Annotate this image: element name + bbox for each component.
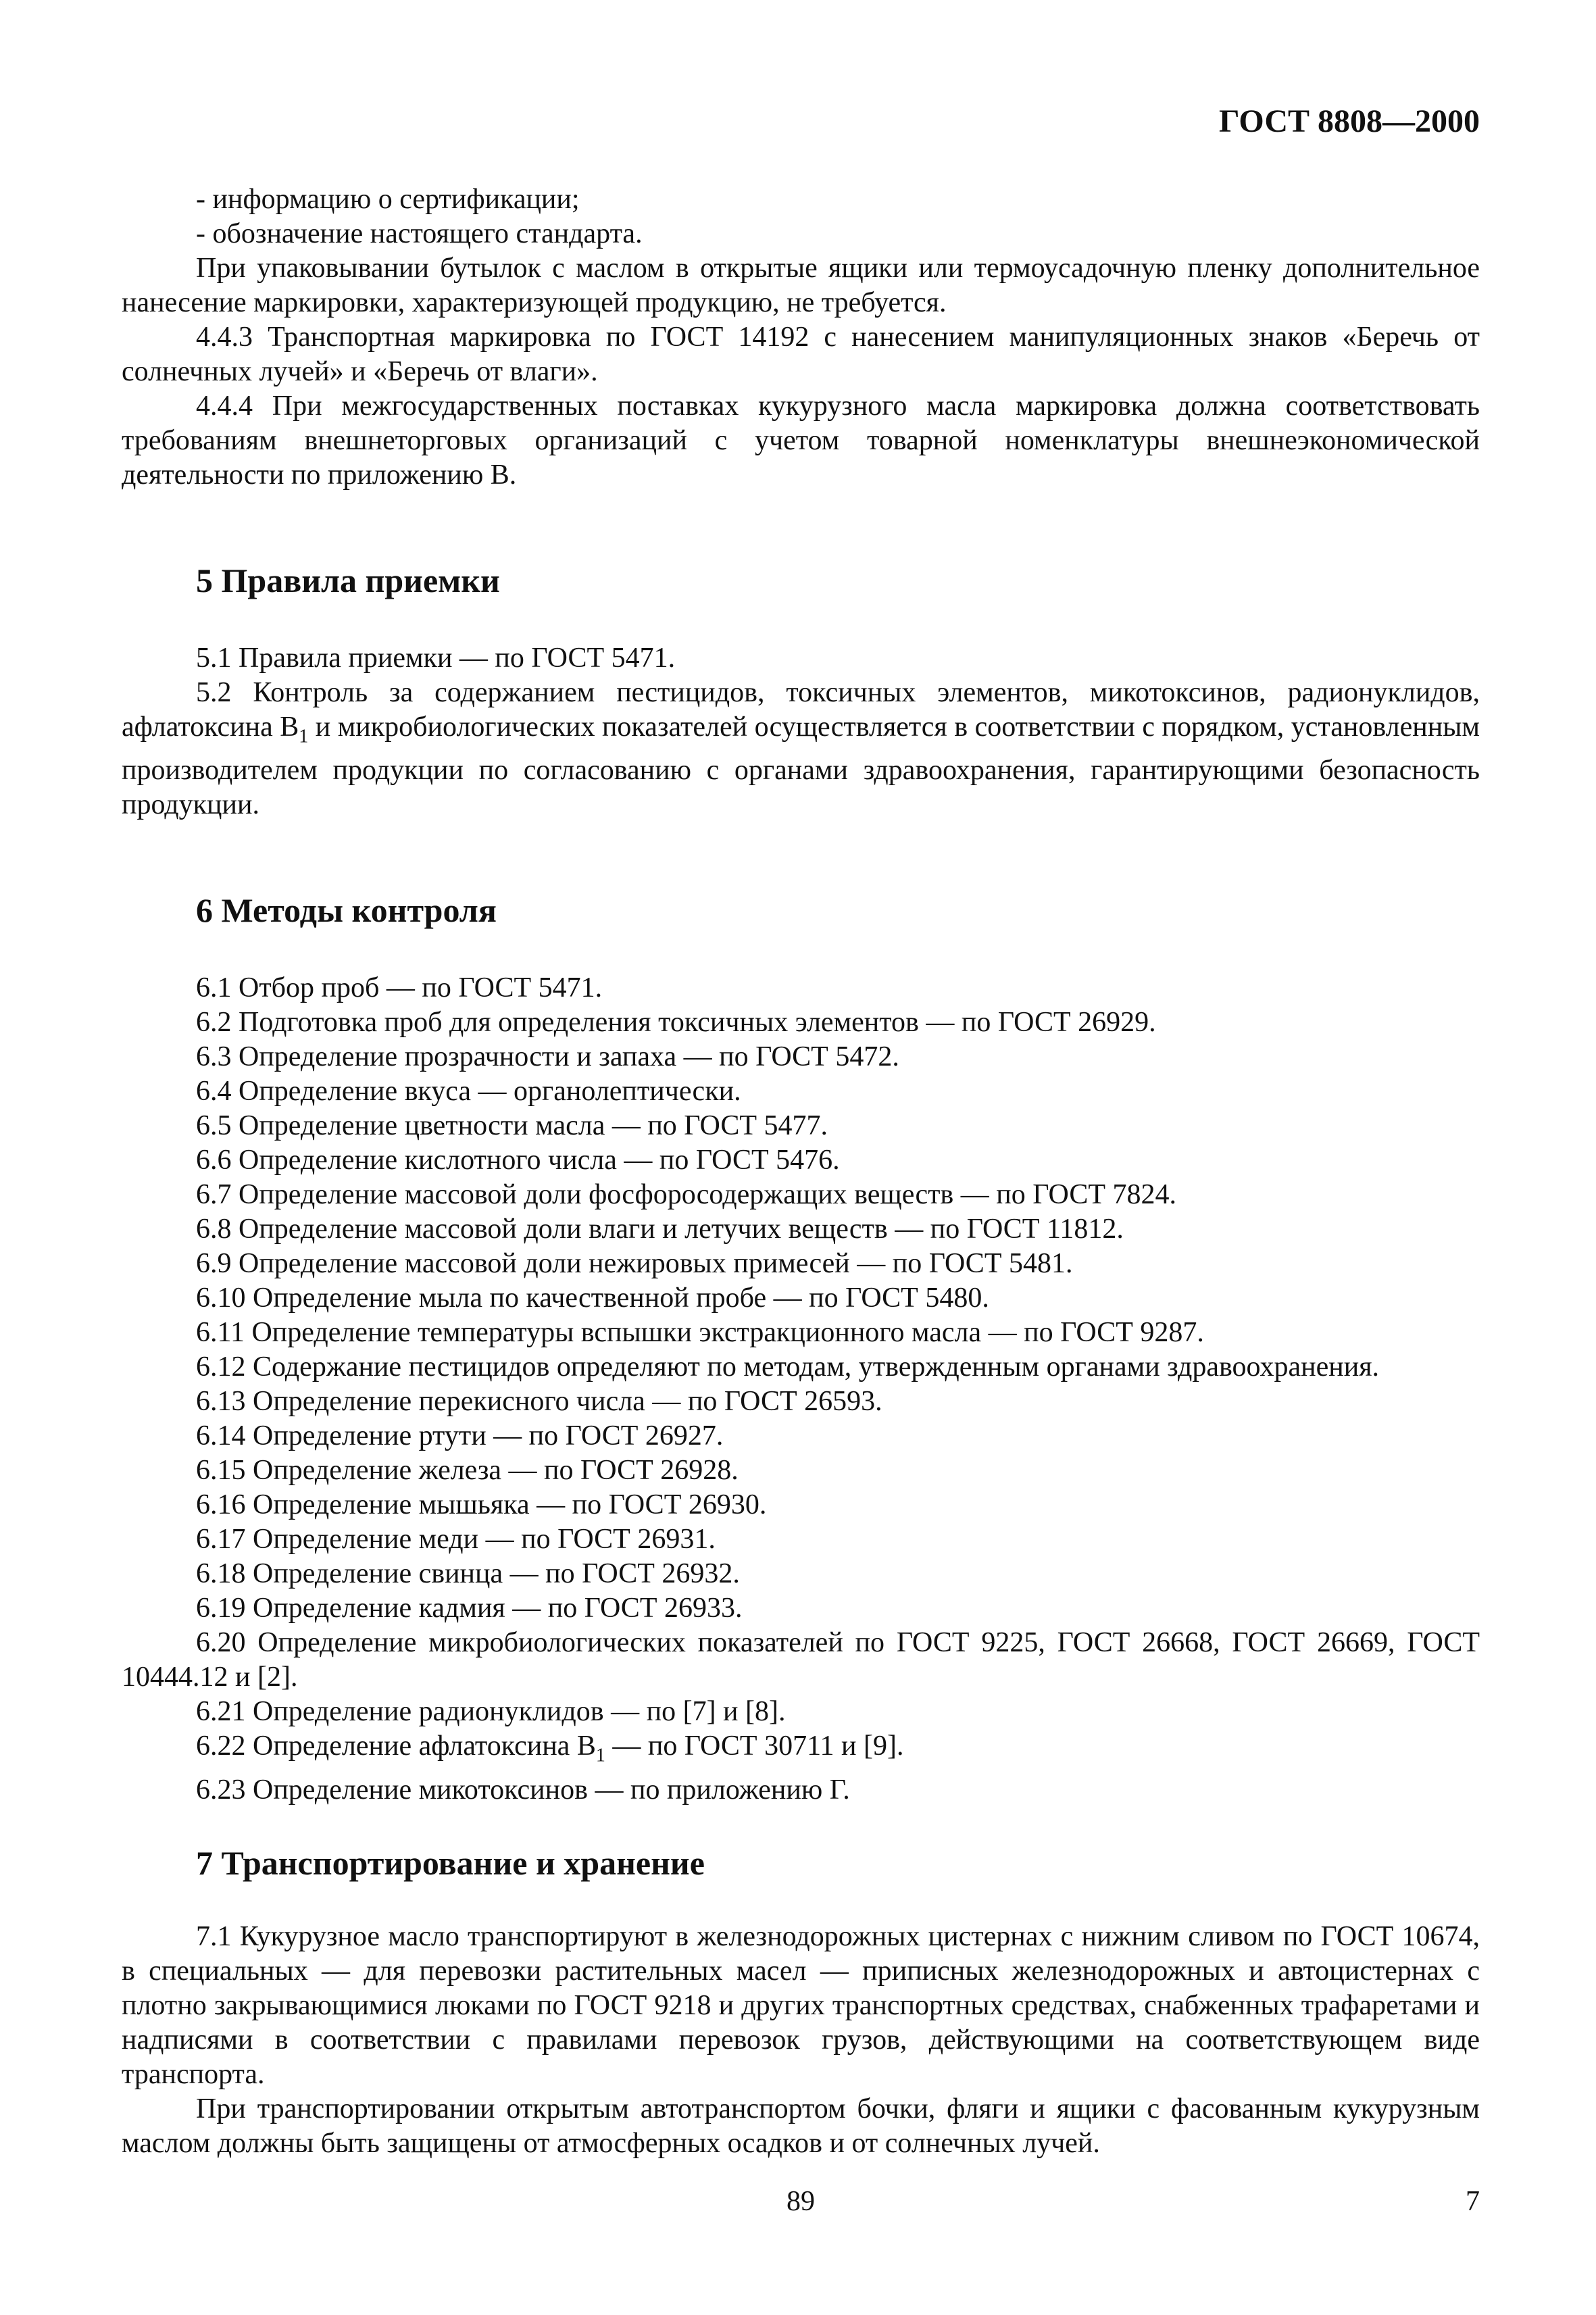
method-item: 6.9 Определение массовой доли нежировых примесей — по ГОСТ 5481. — [196, 1248, 1073, 1280]
method-item-6-23: 6.23 Определение микотоксинов — по приложению Г. — [196, 1774, 850, 1806]
method-item: 6.17 Определение меди — по ГОСТ 26931. — [196, 1524, 716, 1555]
method-item: 6.19 Определение кадмия — по ГОСТ 26933. — [196, 1593, 743, 1624]
list-item: - обозначение настоящего стандарта. — [196, 218, 643, 249]
method-item: 6.5 Определение цветности масла — по ГОСТ 5477. — [196, 1110, 828, 1142]
method-item-6-22-text-b: — по ГОСТ 30711 и [9]. — [605, 1731, 904, 1762]
section-5-body — [122, 641, 1480, 822]
method-item: 6.15 Определение железа — по ГОСТ 26928. — [196, 1455, 739, 1487]
section-7-body — [122, 1920, 1480, 2161]
section-7-heading: 7 Транспортирование и хранение — [196, 1843, 705, 1882]
section-5-heading: 5 Правила приемки — [196, 562, 500, 599]
paragraph-4-4-4: 4.4.4 При межгосударственных поставках кукурузного масла маркировка должна соответствовать требованиям внешнеторговых организаций с учетом товарной номенклатуры внешнеэкономической деятельности по приложению В. — [122, 391, 1480, 491]
paragraph-5-2 — [122, 676, 1480, 822]
section-6-body — [122, 971, 1480, 1807]
paragraph-5-2-text-b: и микробиологических показателей осуществляется в соответствии с порядком, установленным производителем продукции по согласованию с органами здравоохранения, гарантирующими безопасность продукции. — [122, 712, 1480, 821]
paragraph-5-2-text-a: 5.2 Контроль за содержанием пестицидов, токсичных элементов, микотоксинов, радионуклидов, афлатоксина В — [122, 677, 1480, 743]
method-item-6-22-text-a: 6.22 Определение афлатоксина В — [196, 1731, 596, 1762]
paragraph-5-1: 5.1 Правила приемки — по ГОСТ 5471. — [196, 643, 676, 674]
method-item: 6.4 Определение вкуса — органолептически. — [196, 1076, 741, 1107]
page-footer — [122, 2181, 1480, 2222]
method-item: 6.2 Подготовка проб для определения токсичных элементов — по ГОСТ 26929. — [196, 1007, 1156, 1039]
subscript: 1 — [299, 726, 309, 747]
paragraph-4-4-3: 4.4.3 Транспортная маркировка по ГОСТ 14192 с нанесением манипуляционных знаков «Беречь от солнечных лучей» и «Беречь от влаги». — [122, 322, 1480, 387]
method-item: 6.16 Определение мышьяка — по ГОСТ 26930. — [196, 1489, 767, 1521]
method-item: 6.8 Определение массовой доли влаги и летучих веществ — по ГОСТ 11812. — [196, 1214, 1124, 1245]
list-item: - информацию о сертификации; — [196, 184, 580, 215]
method-item-6-21: 6.21 Определение радионуклидов — по [7] и [8]. — [196, 1696, 786, 1728]
subscript: 1 — [595, 1745, 605, 1766]
document-page — [122, 101, 1480, 2161]
method-item: 6.18 Определение свинца — по ГОСТ 26932. — [196, 1558, 740, 1590]
intro-block — [122, 182, 1480, 493]
method-item: 6.12 Содержание пестицидов определяют по методам, утвержденным органами здравоохранения. — [196, 1351, 1380, 1383]
method-item: 6.6 Определение кислотного числа — по ГОСТ 5476. — [196, 1145, 840, 1176]
collection-page-number: 89 — [787, 2186, 815, 2217]
paragraph-7-2: При транспортировании открытым автотранспортом бочки, фляги и ящики с фасованным кукурузным маслом должны быть защищены от атмосферных осадков и от солнечных лучей. — [122, 2093, 1480, 2159]
method-item: 6.1 Отбор проб — по ГОСТ 5471. — [196, 972, 603, 1004]
section-6-heading: 6 Методы контроля — [196, 891, 497, 930]
method-item: 6.11 Определение температуры вспышки экстракционного масла — по ГОСТ 9287. — [196, 1317, 1204, 1349]
paragraph-packaging: При упаковывании бутылок с маслом в открытые ящики или термоусадочную пленку дополнительное нанесение маркировки, характеризующей продукцию, не требуется. — [122, 253, 1480, 318]
page-number: 7 — [1466, 2186, 1480, 2217]
paragraph-7-1: 7.1 Кукурузное масло транспортируют в железнодорожных цистернах с нижним сливом по ГОСТ 10674, в специальных — для перевозки растительных масел — приписных железнодорожных и автоцистернах с плотно закрывающимися люками по ГОСТ 9218 и других транспортных средствах, снабженных трафаретами и надписями в соответствии с правилами перевозок грузов, действующими на соответствующем виде транспорта. — [122, 1920, 1480, 2090]
method-item: 6.7 Определение массовой доли фосфоросодержащих веществ — по ГОСТ 7824. — [196, 1179, 1176, 1211]
method-item-6-22 — [122, 1729, 1480, 1772]
method-item: 6.10 Определение мыла по качественной пробе — по ГОСТ 5480. — [196, 1283, 989, 1314]
method-item: 6.14 Определение ртути — по ГОСТ 26927. — [196, 1420, 724, 1452]
document-id-header: ГОСТ 8808—2000 — [1219, 103, 1480, 139]
method-item: 6.3 Определение прозрачности и запаха — по ГОСТ 5472. — [196, 1041, 899, 1073]
method-item-6-20: 6.20 Определение микробиологических показателей по ГОСТ 9225, ГОСТ 26668, ГОСТ 26669, ГОСТ 10444.12 и [2]. — [122, 1627, 1480, 1693]
method-item: 6.13 Определение перекисного числа — по ГОСТ 26593. — [196, 1386, 882, 1418]
